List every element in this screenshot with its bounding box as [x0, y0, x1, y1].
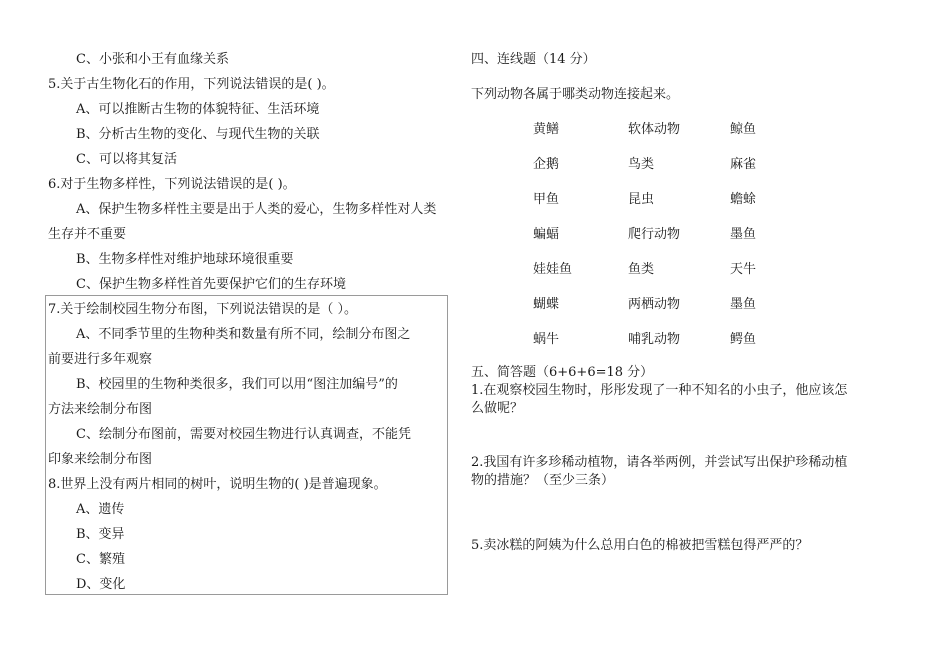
sa-q3: 5.卖冰糕的阿姨为什么总用白色的棉被把雪糕包得严严的？ [471, 538, 809, 553]
category-item: 鸟类 [628, 157, 655, 172]
category-item: 软体动物 [628, 122, 681, 137]
q7-option-c-cont: 印象来绘制分布图 [48, 452, 153, 467]
q8-option-b: B、变异 [76, 527, 125, 542]
category-item: 两栖动物 [628, 297, 681, 312]
q7-option-b: B、校园里的生物种类很多，我们可以用“图注加编号”的 [76, 377, 398, 392]
category-item: 爬行动物 [628, 227, 681, 242]
q6-option-c: C、保护生物多样性首先要保护它们的生存环境 [76, 277, 346, 292]
animal-item: 企鹅 [533, 157, 560, 172]
animal-item: 墨鱼 [730, 227, 757, 242]
q6-option-b: B、生物多样性对维护地球环境很重要 [76, 252, 294, 267]
q8-option-d: D、变化 [76, 577, 126, 592]
q7-stem: 7.关于绘制校园生物分布图，下列说法错误的是（ ）。 [48, 302, 358, 317]
q5-option-a: A、可以推断古生物的体貌特征、生活环境 [76, 102, 320, 117]
animal-item: 娃娃鱼 [533, 262, 573, 277]
q6-option-a: A、保护生物多样性主要是出于人类的爱心，生物多样性对人类 [76, 202, 437, 217]
animal-item: 鳄鱼 [730, 332, 757, 347]
q5-option-c: C、可以将其复活 [76, 152, 177, 167]
q5-stem: 5.关于古生物化石的作用，下列说法错误的是( )。 [48, 77, 335, 92]
q7-option-a: A、不同季节里的生物种类和数量有所不同，绘制分布图之 [76, 327, 411, 342]
category-item: 哺乳动物 [628, 332, 681, 347]
matching-instruction: 下列动物各属于哪类动物连接起来。 [471, 87, 680, 102]
sa-q2-line2: 物的措施？（至少三条） [471, 473, 615, 488]
animal-item: 麻雀 [730, 157, 757, 172]
animal-item: 墨鱼 [730, 297, 757, 312]
matching-title: 四、连线题（14 分） [471, 52, 596, 67]
q7-option-b-cont: 方法来绘制分布图 [48, 402, 153, 417]
sa-q1-line2: 么做呢？ [471, 401, 524, 416]
category-item: 鱼类 [628, 262, 655, 277]
animal-item: 蝴蝶 [533, 297, 560, 312]
q5-option-b: B、分析古生物的变化、与现代生物的关联 [76, 127, 320, 142]
q6-option-a-cont: 生存并不重要 [48, 227, 127, 242]
animal-item: 甲鱼 [533, 192, 560, 207]
q7-option-c: C、绘制分布图前，需要对校园生物进行认真调查，不能凭 [76, 427, 411, 442]
animal-item: 蟾蜍 [730, 192, 757, 207]
short-answer-title: 五、简答题（6+6+6=18 分） [471, 365, 654, 380]
animal-item: 天牛 [730, 262, 757, 277]
sa-q1-line1: 1.在观察校园生物时，彤彤发现了一种不知名的小虫子，他应该怎 [471, 383, 848, 398]
q8-stem: 8.世界上没有两片相同的树叶，说明生物的( )是普遍现象。 [48, 477, 387, 492]
category-item: 昆虫 [628, 192, 655, 207]
animal-item: 鲸鱼 [730, 122, 757, 137]
q6-stem: 6.对于生物多样性，下列说法错误的是( )。 [48, 177, 296, 192]
animal-item: 蜗牛 [533, 332, 560, 347]
q8-option-c: C、繁殖 [76, 552, 125, 567]
q8-option-a: A、遗传 [76, 502, 125, 517]
animal-item: 黄鳝 [533, 122, 560, 137]
animal-item: 蝙蝠 [533, 227, 560, 242]
q7-option-a-cont: 前要进行多年观察 [48, 352, 153, 367]
q4-option-c: C、小张和小王有血缘关系 [76, 52, 229, 67]
sa-q2-line1: 2.我国有许多珍稀动植物，请各举两例，并尝试写出保护珍稀动植 [471, 455, 848, 470]
